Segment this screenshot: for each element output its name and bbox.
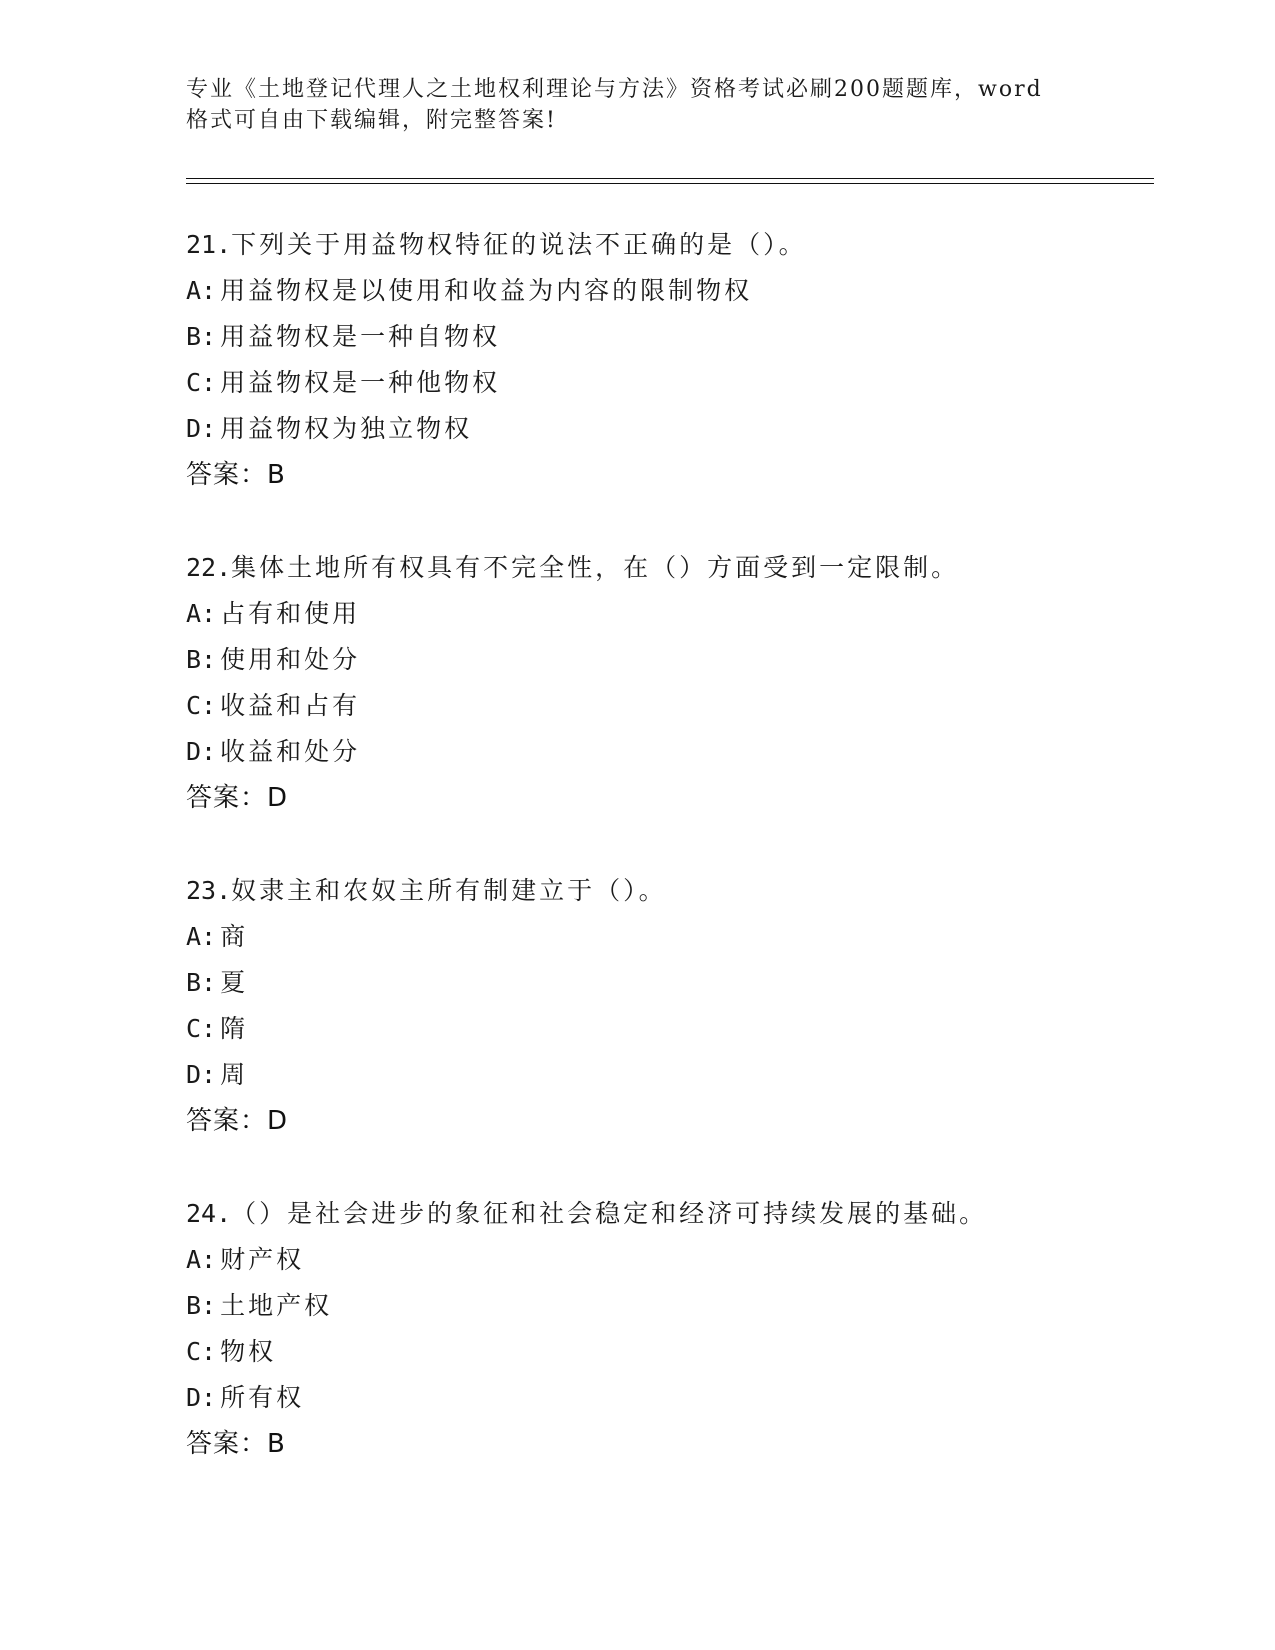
- option-label: B:: [186, 968, 217, 997]
- question-block: [186, 545, 1146, 821]
- option-text: 收益和处分: [220, 737, 361, 766]
- header-line-2: 格式可自由下载编辑，附完整答案!: [186, 108, 557, 133]
- option-text: 财产权: [220, 1245, 305, 1274]
- document-header: [186, 74, 1086, 136]
- option-d: [186, 1375, 1146, 1421]
- option-text: 夏: [220, 968, 249, 997]
- option-text: 占有和使用: [220, 599, 361, 628]
- option-d: [186, 729, 1146, 775]
- option-label: C:: [186, 1014, 217, 1043]
- question-number: 23.: [186, 876, 232, 905]
- option-text: 周: [220, 1060, 249, 1089]
- option-text: 使用和处分: [220, 645, 361, 674]
- option-b: [186, 314, 1146, 360]
- option-c: [186, 1006, 1146, 1052]
- question-number: 21.: [186, 230, 232, 259]
- option-text: 物权: [220, 1337, 277, 1366]
- option-label: A:: [186, 599, 217, 628]
- option-label: D:: [186, 1060, 217, 1089]
- option-label: A:: [186, 1245, 217, 1274]
- option-label: C:: [186, 368, 217, 397]
- option-label: C:: [186, 691, 217, 720]
- question-text: （）是社会进步的象征和社会稳定和经济可持续发展的基础。: [231, 1199, 988, 1228]
- option-text: 用益物权为独立物权: [220, 414, 473, 443]
- option-text: 用益物权是以使用和收益为内容的限制物权: [220, 276, 753, 305]
- option-c: [186, 360, 1146, 406]
- option-text: 隋: [220, 1014, 249, 1043]
- option-text: 收益和占有: [220, 691, 361, 720]
- option-b: [186, 960, 1146, 1006]
- answer-line: 答案：D: [186, 1106, 289, 1136]
- option-text: 土地产权: [220, 1291, 333, 1320]
- question-stem: [186, 222, 1146, 268]
- option-label: D:: [186, 737, 217, 766]
- question-text: 下列关于用益物权特征的说法不正确的是（）。: [231, 230, 807, 259]
- option-c: [186, 1329, 1146, 1375]
- option-label: C:: [186, 1337, 217, 1366]
- option-label: B:: [186, 645, 217, 674]
- option-a: [186, 591, 1146, 637]
- question-stem: [186, 868, 1146, 914]
- option-a: [186, 1237, 1146, 1283]
- option-d: [186, 406, 1146, 452]
- answer-line: 答案：B: [186, 460, 286, 490]
- question-stem: [186, 1191, 1146, 1237]
- question-text: 集体土地所有权具有不完全性，在（）方面受到一定限制。: [231, 553, 960, 582]
- option-c: [186, 683, 1146, 729]
- option-text: 商: [220, 922, 249, 951]
- answer-line: 答案：D: [186, 783, 289, 813]
- option-d: [186, 1052, 1146, 1098]
- option-text: 用益物权是一种自物权: [220, 322, 501, 351]
- option-label: D:: [186, 1383, 217, 1412]
- question-text: 奴隶主和农奴主所有制建立于（）。: [231, 876, 667, 905]
- option-b: [186, 1283, 1146, 1329]
- question-number: 22.: [186, 553, 232, 582]
- option-a: [186, 268, 1146, 314]
- question-block: [186, 222, 1146, 498]
- question-block: [186, 1191, 1146, 1467]
- header-divider-bottom: [186, 183, 1154, 184]
- option-label: B:: [186, 322, 217, 351]
- header-divider-top: [186, 178, 1154, 179]
- answer-line: 答案：B: [186, 1429, 286, 1459]
- question-stem: [186, 545, 1146, 591]
- option-a: [186, 914, 1146, 960]
- option-text: 所有权: [220, 1383, 305, 1412]
- option-b: [186, 637, 1146, 683]
- question-block: [186, 868, 1146, 1144]
- option-label: A:: [186, 922, 217, 951]
- header-line-1: 专业《土地登记代理人之土地权利理论与方法》资格考试必刷200题题库，word: [186, 77, 1043, 102]
- option-label: D:: [186, 414, 217, 443]
- option-label: A:: [186, 276, 217, 305]
- question-number: 24.: [186, 1199, 232, 1228]
- option-text: 用益物权是一种他物权: [220, 368, 501, 397]
- option-label: B:: [186, 1291, 217, 1320]
